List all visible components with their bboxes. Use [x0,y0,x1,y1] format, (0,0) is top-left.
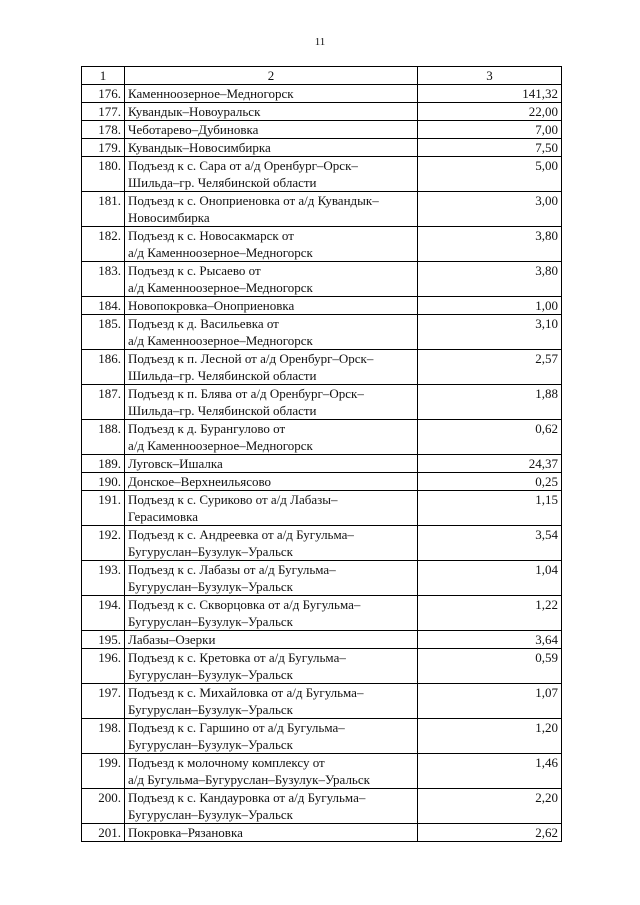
header-col-2: 2 [125,67,418,85]
row-number: 189. [82,455,125,473]
roads-table [81,66,562,842]
road-name: Подъезд к с. Новосакмарск от а/д Каменноозерное–Медногорск [125,227,418,262]
road-name: Подъезд к с. Суриково от а/д Лабазы– Герасимовка [125,491,418,526]
road-length: 2,20 [418,789,562,824]
table-body [82,85,562,842]
road-length: 1,07 [418,684,562,719]
road-length: 5,00 [418,157,562,192]
table-row [82,227,562,262]
road-length: 7,50 [418,139,562,157]
table-row [82,157,562,192]
road-length: 0,62 [418,420,562,455]
table-row [82,473,562,491]
road-name: Подъезд к молочному комплексу от а/д Бугульма–Бугуруслан–Бузулук–Уральск [125,754,418,789]
row-number: 201. [82,824,125,842]
road-length: 1,88 [418,385,562,420]
road-name: Подъезд к п. Лесной от а/д Оренбург–Орск– Шильда–гр. Челябинской области [125,350,418,385]
table-row [82,754,562,789]
road-name: Подъезд к с. Андреевка от а/д Бугульма– Бугуруслан–Бузулук–Уральск [125,526,418,561]
row-number: 196. [82,649,125,684]
table-row [82,103,562,121]
road-name: Подъезд к п. Блява от а/д Оренбург–Орск– Шильда–гр. Челябинской области [125,385,418,420]
table-row [82,315,562,350]
road-length: 141,32 [418,85,562,103]
row-number: 180. [82,157,125,192]
road-name: Подъезд к с. Кандауровка от а/д Бугульма– Бугуруслан–Бузулук–Уральск [125,789,418,824]
road-length: 1,15 [418,491,562,526]
table-row [82,85,562,103]
row-number: 184. [82,297,125,315]
table-header-row [82,67,562,85]
road-name: Подъезд к с. Оноприеновка от а/д Кувандык– Новосимбирка [125,192,418,227]
table-row [82,121,562,139]
road-name: Подъезд к с. Скворцовка от а/д Бугульма– Бугуруслан–Бузулук–Уральск [125,596,418,631]
table-row [82,420,562,455]
table-row [82,139,562,157]
row-number: 195. [82,631,125,649]
road-name: Подъезд к с. Лабазы от а/д Бугульма– Бугуруслан–Бузулук–Уральск [125,561,418,596]
road-length: 3,00 [418,192,562,227]
table-row [82,350,562,385]
road-name: Подъезд к с. Кретовка от а/д Бугульма– Бугуруслан–Бузулук–Уральск [125,649,418,684]
road-length: 3,80 [418,262,562,297]
row-number: 191. [82,491,125,526]
road-length: 22,00 [418,103,562,121]
table-row [82,385,562,420]
row-number: 185. [82,315,125,350]
road-name: Подъезд к д. Бурангулово от а/д Каменноозерное–Медногорск [125,420,418,455]
table-row [82,596,562,631]
road-name: Подъезд к с. Рысаево от а/д Каменноозерное–Медногорск [125,262,418,297]
road-length: 1,22 [418,596,562,631]
table-row [82,526,562,561]
row-number: 179. [82,139,125,157]
row-number: 176. [82,85,125,103]
road-length: 3,54 [418,526,562,561]
row-number: 187. [82,385,125,420]
road-length: 3,64 [418,631,562,649]
row-number: 192. [82,526,125,561]
header-col-1: 1 [82,67,125,85]
row-number: 197. [82,684,125,719]
road-length: 0,25 [418,473,562,491]
table-row [82,491,562,526]
road-length: 2,57 [418,350,562,385]
road-name: Донское–Верхнеильясово [125,473,418,491]
table-row [82,684,562,719]
road-name: Покровка–Рязановка [125,824,418,842]
table-row [82,719,562,754]
row-number: 200. [82,789,125,824]
table-row [82,262,562,297]
road-length: 24,37 [418,455,562,473]
road-length: 7,00 [418,121,562,139]
road-name: Новопокровка–Оноприеновка [125,297,418,315]
row-number: 183. [82,262,125,297]
road-length: 1,46 [418,754,562,789]
row-number: 190. [82,473,125,491]
road-name: Подъезд к д. Васильевка от а/д Каменноозерное–Медногорск [125,315,418,350]
row-number: 181. [82,192,125,227]
row-number: 178. [82,121,125,139]
road-name: Подъезд к с. Сара от а/д Оренбург–Орск– Шильда–гр. Челябинской области [125,157,418,192]
road-name: Каменноозерное–Медногорск [125,85,418,103]
row-number: 199. [82,754,125,789]
row-number: 188. [82,420,125,455]
road-name: Подъезд к с. Гаршино от а/д Бугульма– Бугуруслан–Бузулук–Уральск [125,719,418,754]
road-name: Подъезд к с. Михайловка от а/д Бугульма– Бугуруслан–Бузулук–Уральск [125,684,418,719]
table-row [82,297,562,315]
road-name: Кувандык–Новоуральск [125,103,418,121]
road-name: Чеботарево–Дубиновка [125,121,418,139]
table-row [82,824,562,842]
table-row [82,561,562,596]
page-number: 11 [314,36,326,48]
table-row [82,649,562,684]
row-number: 186. [82,350,125,385]
row-number: 182. [82,227,125,262]
row-number: 194. [82,596,125,631]
header-col-3: 3 [418,67,562,85]
road-name: Кувандык–Новосимбирка [125,139,418,157]
road-length: 1,00 [418,297,562,315]
road-name: Лабазы–Озерки [125,631,418,649]
road-length: 2,62 [418,824,562,842]
road-name: Луговск–Ишалка [125,455,418,473]
table-row [82,631,562,649]
road-length: 3,10 [418,315,562,350]
row-number: 198. [82,719,125,754]
road-length: 1,04 [418,561,562,596]
row-number: 177. [82,103,125,121]
road-length: 3,80 [418,227,562,262]
table-row [82,789,562,824]
row-number: 193. [82,561,125,596]
table-row [82,455,562,473]
road-length: 0,59 [418,649,562,684]
table-row [82,192,562,227]
road-length: 1,20 [418,719,562,754]
